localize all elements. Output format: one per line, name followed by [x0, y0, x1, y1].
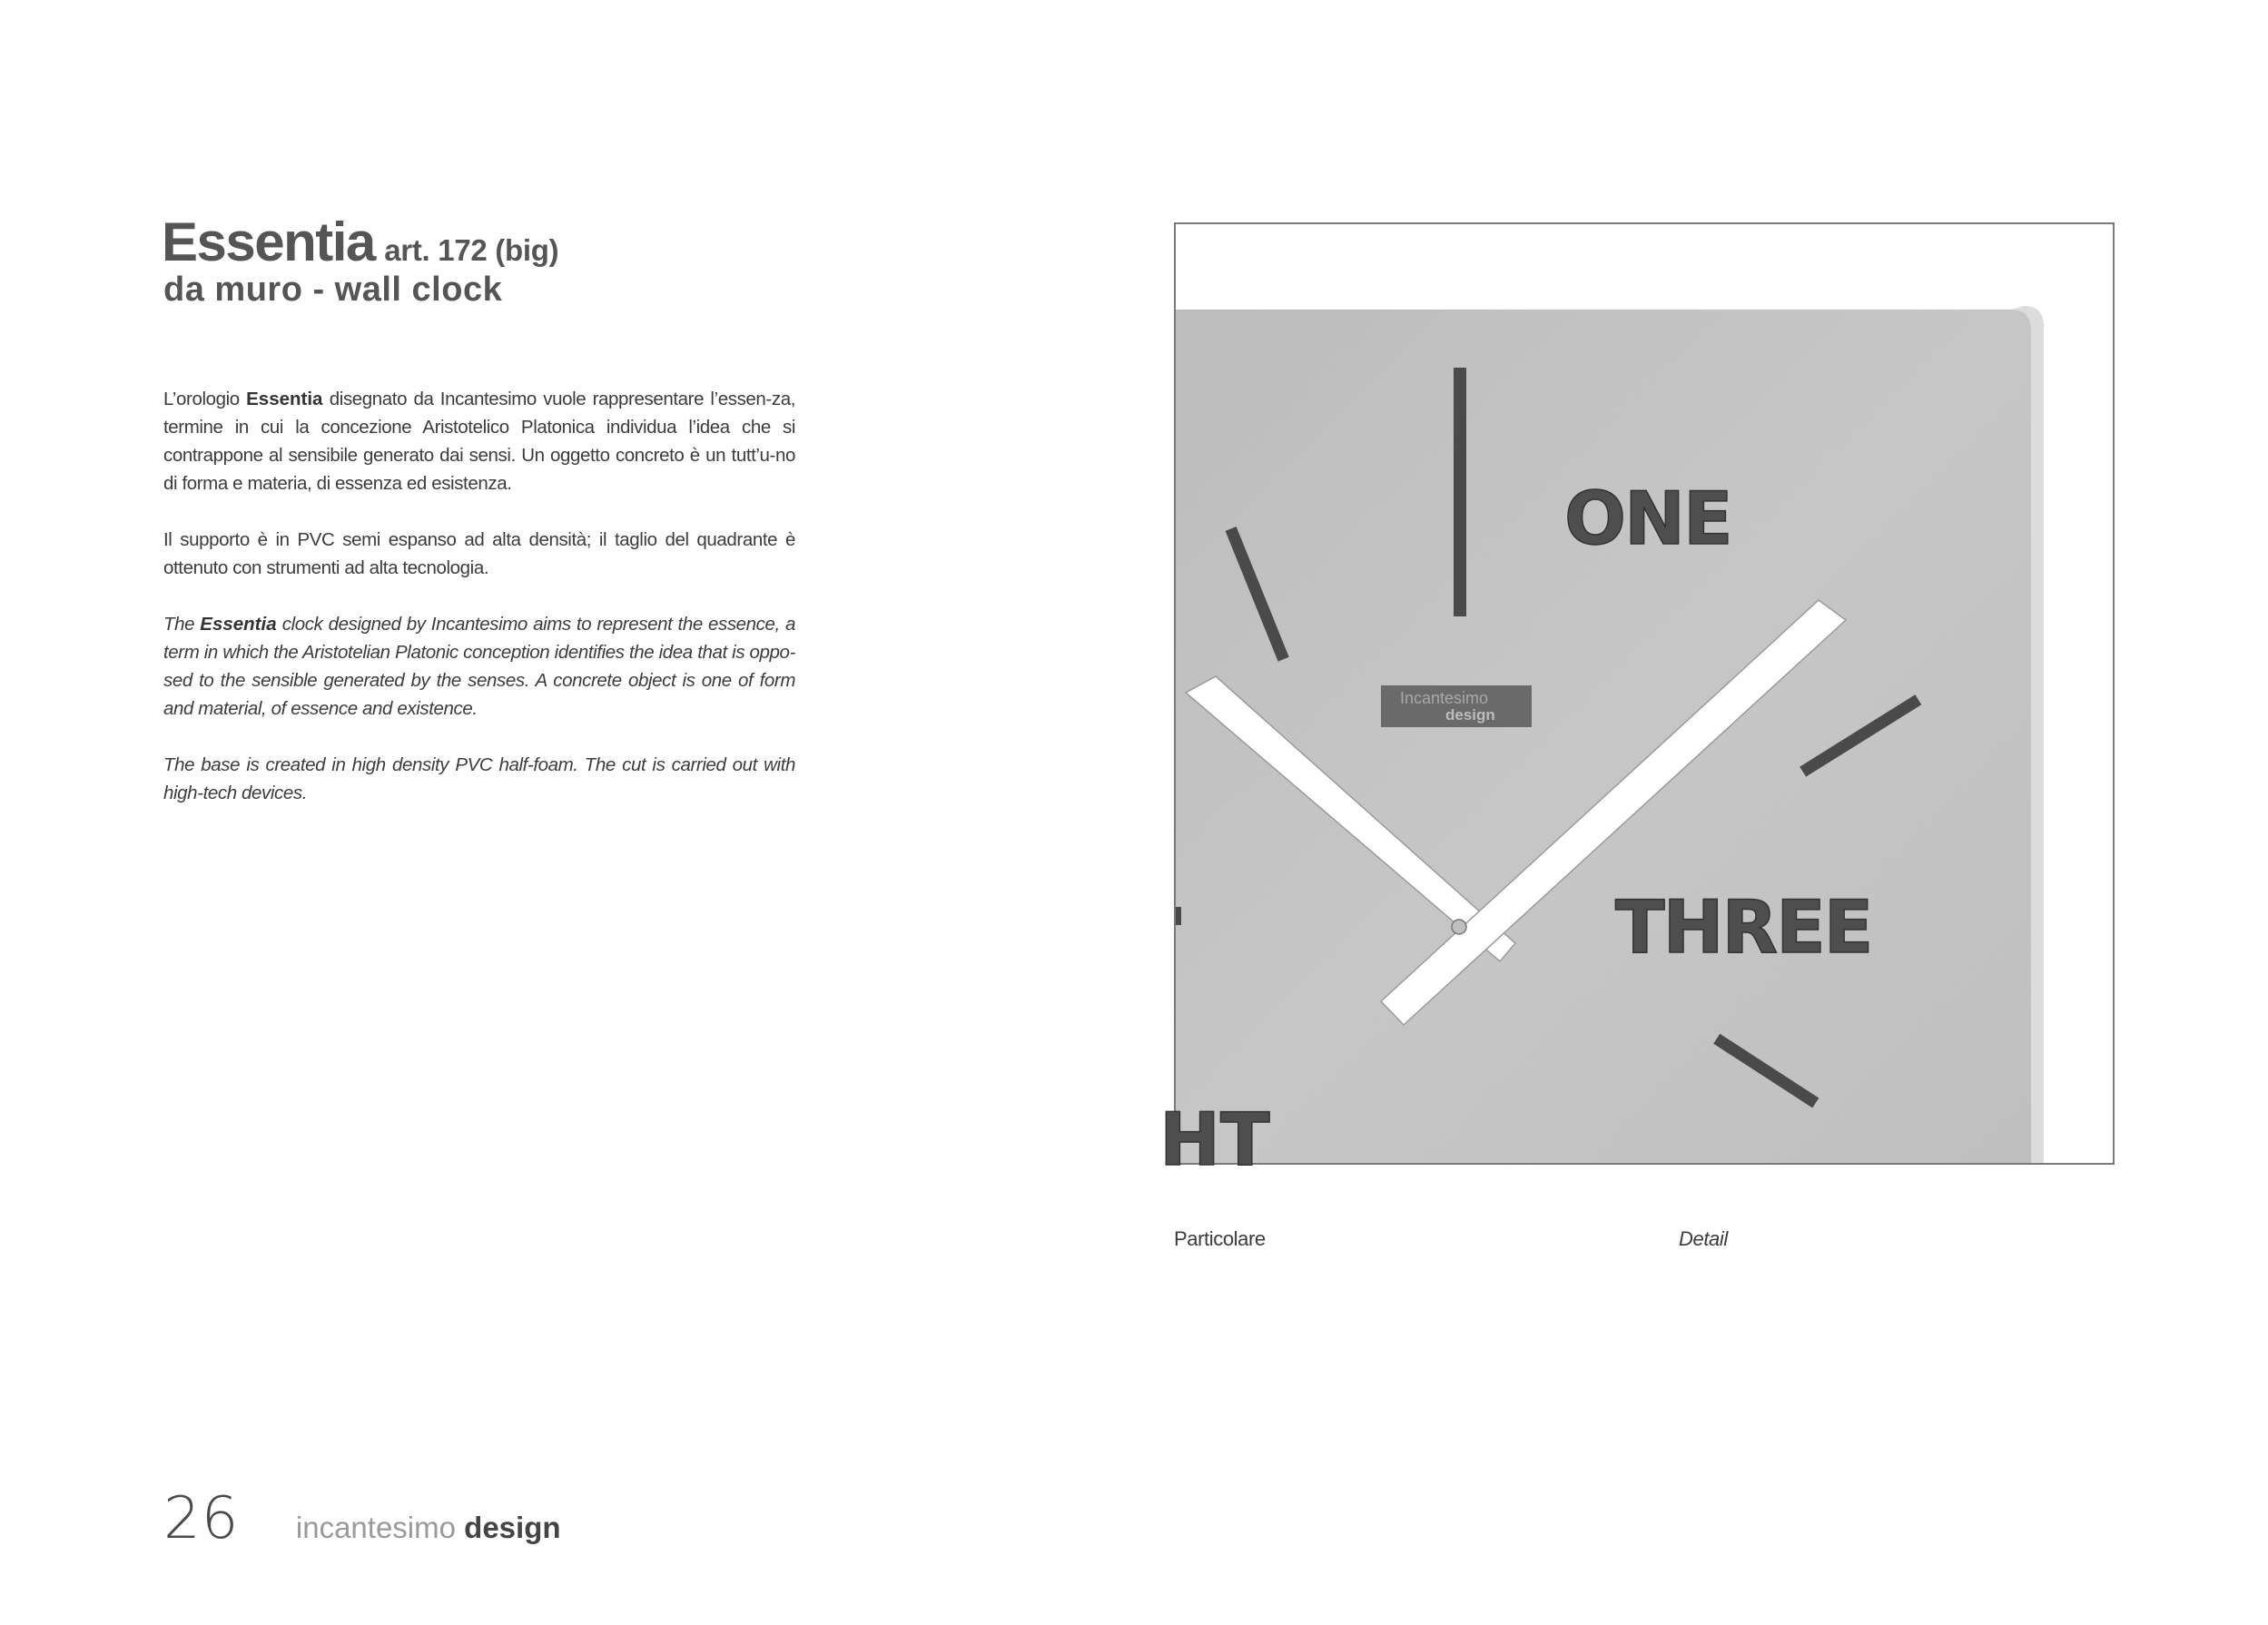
text-span: disegnato da Incantesimo vuole rappresentare l’essen-za, termine in cui la concezione Aristotelico Platonica individua l’idea che si contrappone al sensibile generato dai sensi. Un oggetto concreto è un tutt’u-no di forma e materia, di essenza ed esistenza. [163, 389, 795, 494]
numeral-three: THREE [1615, 885, 1872, 970]
product-name-inline: Essentia [200, 614, 277, 635]
numeral-one: ONE [1564, 477, 1731, 561]
clock-illustration [1159, 224, 2113, 1182]
product-subtitle: da muro - wall clock [163, 271, 503, 309]
brand-logo [296, 1511, 561, 1545]
article-code: art. 172 (big) [384, 233, 559, 267]
english-paragraph-1 [163, 610, 795, 723]
text-span: clock designed by Incantesimo aims to represent the essence, a term in which the Aristotelian Platonic conception identifies the idea that is oppo-sed to the sensible generated by the senses. A concrete object is one of form and material, of essence and existence. [163, 614, 795, 719]
brand-plate-line1: Incantesimo [1400, 689, 1489, 707]
brand-light-text: incantesimo [295, 1511, 456, 1544]
english-paragraph-2: The base is created in high density PVC half-foam. The cut is carried out with high-tech devices. [163, 754, 795, 803]
brand-plate-line2: design [1445, 706, 1495, 724]
italian-paragraph-2: Il supporto è in PVC semi espanso ad alta densità; il taglio del quadrante è ottenuto con strumenti ad alta tecnologia. [163, 529, 795, 578]
clock-face [1176, 310, 2031, 1163]
product-name: Essentia [162, 212, 375, 272]
text-span: L’orologio [163, 389, 247, 409]
caption-english: Detail [1679, 1227, 1728, 1250]
brand-bold-text: design [464, 1511, 561, 1544]
marker-twelve [1454, 368, 1466, 616]
product-title [162, 211, 558, 273]
center-pin [1452, 920, 1466, 934]
description-column [163, 385, 795, 835]
italian-paragraph-1 [163, 385, 795, 497]
caption-italian: Particolare [1174, 1227, 1266, 1250]
page-number: 26 [163, 1485, 240, 1552]
page-footer [163, 1485, 561, 1552]
product-name-inline: Essentia [246, 389, 323, 409]
marker-nine-edge [1176, 907, 1181, 925]
numeral-partial: HT [1159, 1098, 1270, 1182]
clock-detail-photo [1159, 222, 2115, 1182]
text-span: The [163, 614, 201, 635]
